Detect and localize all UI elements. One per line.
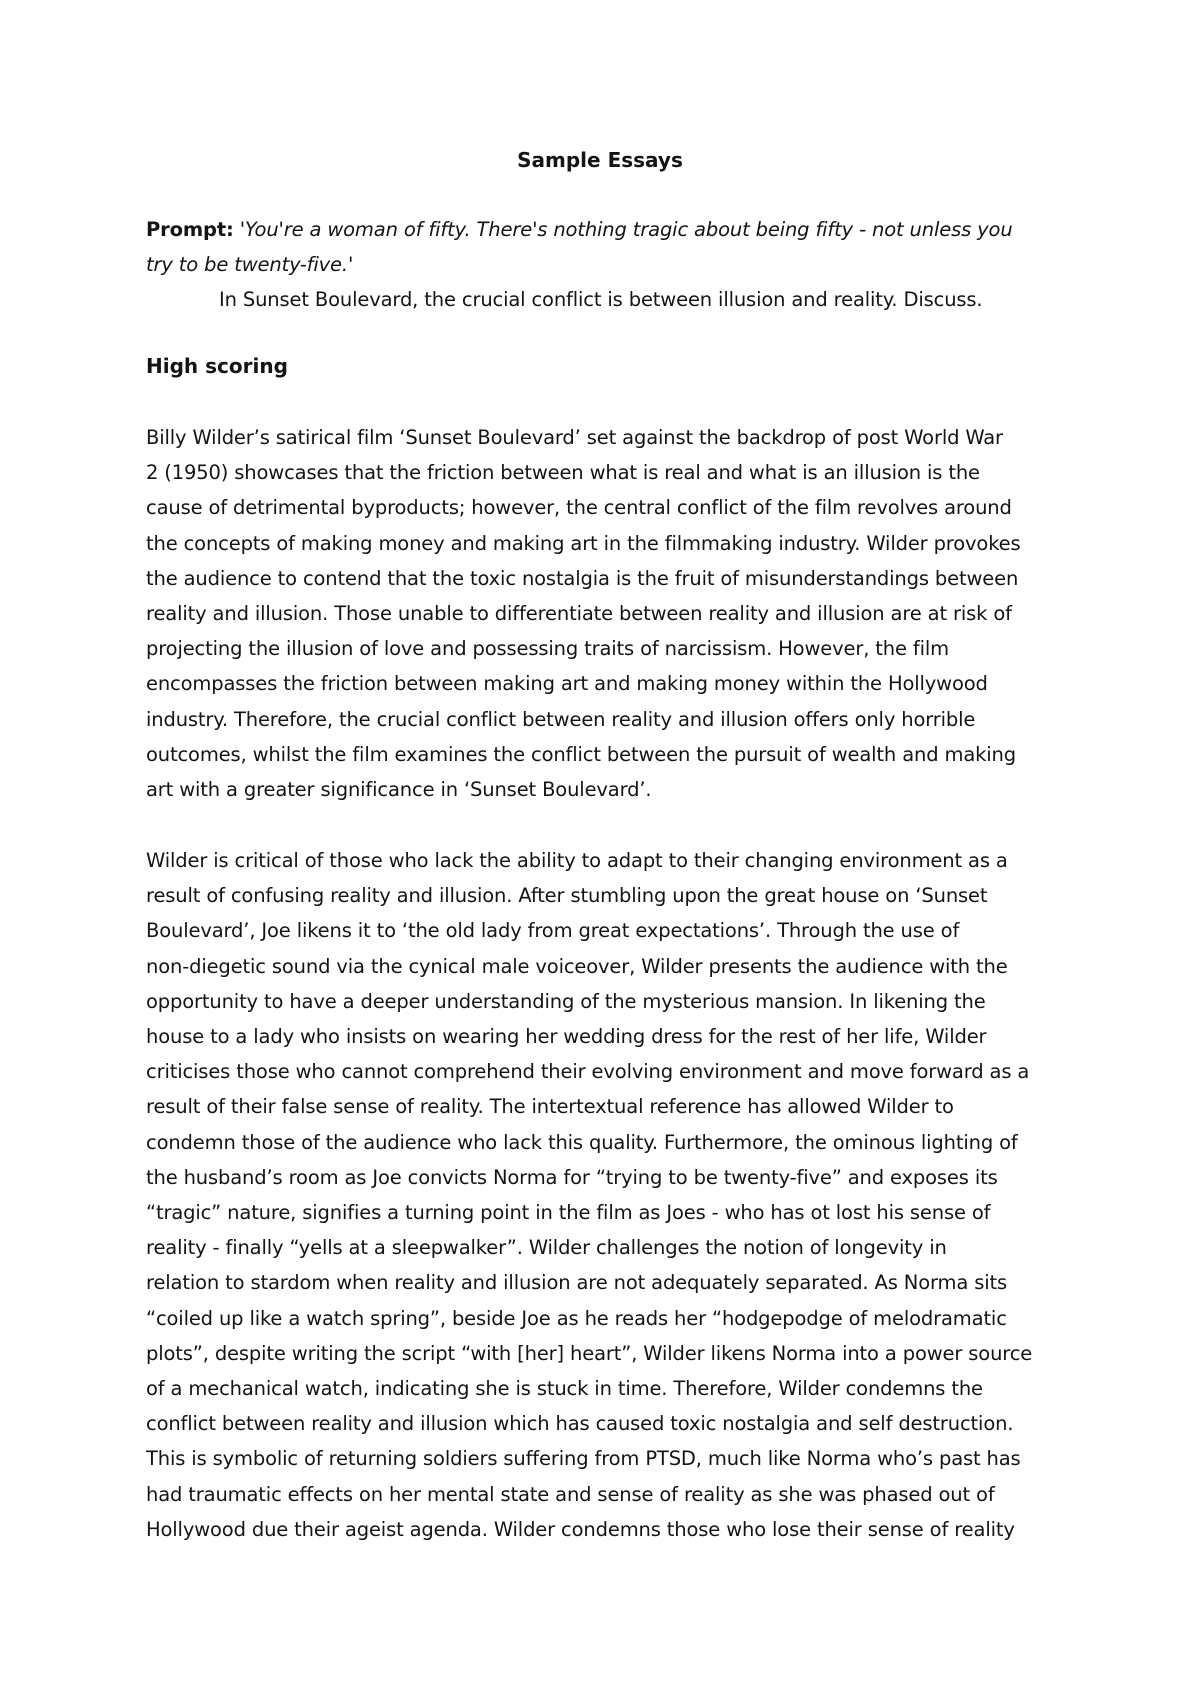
paragraph-line: plots”, despite writing the script “with [her] heart”, Wilder likens Norma into a power source	[146, 1341, 1033, 1365]
paragraph-line: non-diegetic sound via the cynical male voiceover, Wilder presents the audience with the	[146, 954, 1008, 978]
paragraph-line: Boulevard’, Joe likens it to ‘the old lady from great expectations’. Through the use of	[146, 919, 960, 943]
prompt-quote-part-1: 'You're a woman of fifty. There's nothing tragic about being fifty - not unless you	[233, 218, 1013, 241]
prompt-question: In Sunset Boulevard, the crucial conflict is between illusion and reality. Discuss.	[219, 288, 983, 312]
section-heading: High scoring	[146, 354, 288, 378]
paragraph-line: the husband’s room as Joe convicts Norma for “trying to be twenty-five” and exposes its	[146, 1165, 998, 1189]
document-title: Sample Essays	[517, 148, 683, 172]
paragraph-line: the audience to contend that the toxic nostalgia is the fruit of misunderstandings between	[146, 566, 1019, 590]
paragraph-line: the concepts of making money and making art in the filmmaking industry. Wilder provokes	[146, 531, 1021, 555]
paragraph-line: result of their false sense of reality. The intertextual reference has allowed Wilder to	[146, 1095, 954, 1119]
paragraph-line: relation to stardom when reality and illusion are not adequately separated. As Norma sits	[146, 1271, 1007, 1295]
paragraph-line: of a mechanical watch, indicating she is stuck in time. Therefore, Wilder condemns the	[146, 1377, 983, 1401]
prompt-label: Prompt:	[146, 218, 234, 241]
paragraph-line: 2 (1950) showcases that the friction between what is real and what is an illusion is the	[146, 461, 980, 485]
paragraph-line: Hollywood due their ageist agenda. Wilder condemns those who lose their sense of reality	[146, 1517, 1015, 1541]
paragraph-line: This is symbolic of returning soldiers suffering from PTSD, much like Norma who’s past has	[146, 1447, 1021, 1471]
paragraph-line: result of confusing reality and illusion. After stumbling upon the great house on ‘Sunset	[146, 884, 988, 908]
paragraph-line: reality and illusion. Those unable to differentiate between reality and illusion are at risk of	[146, 602, 1012, 626]
paragraph-line: industry. Therefore, the crucial conflict between reality and illusion offers only horrible	[146, 707, 976, 731]
paragraph-line: Billy Wilder’s satirical film ‘Sunset Boulevard’ set against the backdrop of post World War	[146, 426, 1003, 449]
essay-prompt	[146, 212, 1066, 318]
paragraph-line: cause of detrimental byproducts; however, the central conflict of the film revolves around	[146, 496, 1012, 520]
prompt-line-1	[146, 212, 1066, 247]
essay-paragraph-1	[146, 420, 1066, 807]
paragraph-line: house to a lady who insists on wearing her wedding dress for the rest of her life, Wilder	[146, 1025, 987, 1049]
paragraph-line: encompasses the friction between making art and making money within the Hollywood	[146, 672, 988, 696]
paragraph-line: “coiled up like a watch spring”, beside Joe as he reads her “hodgepodge of melodramatic	[146, 1306, 1007, 1330]
paragraph-line: criticises those who cannot comprehend their evolving environment and move forward as a	[146, 1060, 1030, 1084]
prompt-quote-part-2: try to be twenty-five.'	[146, 253, 354, 277]
paragraph-line: reality - finally “yells at a sleepwalker”. Wilder challenges the notion of longevity in	[146, 1236, 947, 1260]
paragraph-line: had traumatic effects on her mental state and sense of reality as she was phased out of	[146, 1482, 995, 1506]
essay-paragraph-2	[146, 843, 1066, 1547]
paragraph-line: outcomes, whilst the film examines the conflict between the pursuit of wealth and making	[146, 742, 1016, 766]
paragraph-line: art with a greater significance in ‘Sunset Boulevard’.	[146, 778, 652, 802]
paragraph-line: opportunity to have a deeper understanding of the mysterious mansion. In likening the	[146, 989, 986, 1013]
paragraph-line: conflict between reality and illusion which has caused toxic nostalgia and self destruction.	[146, 1412, 1014, 1436]
paragraph-line: “tragic” nature, signifies a turning point in the film as Joes - who has ot lost his sense of	[146, 1201, 991, 1225]
paragraph-line: projecting the illusion of love and possessing traits of narcissism. However, the film	[146, 637, 950, 661]
paragraph-line: condemn those of the audience who lack this quality. Furthermore, the ominous lighting of	[146, 1130, 1018, 1154]
paragraph-line: Wilder is critical of those who lack the ability to adapt to their changing environment as a	[146, 849, 1008, 872]
